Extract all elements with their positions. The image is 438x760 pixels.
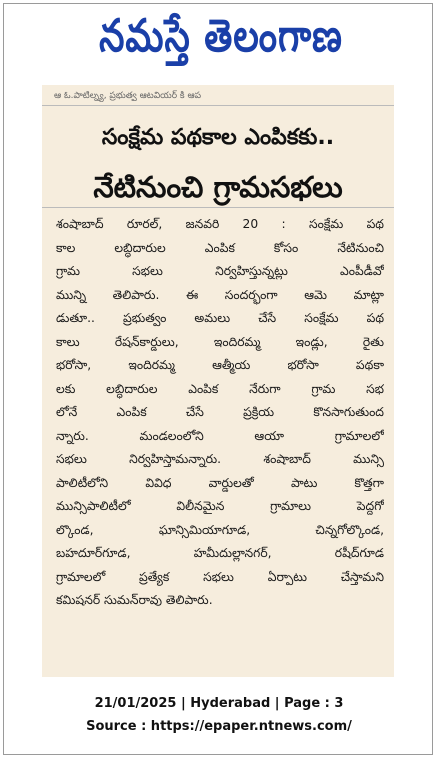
body-line: న్నారు. మండలంలోని ఆయా గ్రామాలలో bbox=[56, 428, 384, 443]
newspaper-masthead bbox=[22, 10, 420, 74]
body-line: బహదూర్‌గూడ, హమీదుల్లానగర్, రషీద్‌గూడ bbox=[56, 546, 384, 560]
headline-kicker: సంక్షేమ పథకాల ఎంపికకు.. bbox=[101, 125, 335, 150]
body-line: శంషాబాద్ రూరల్, జనవరి 20 : సంక్షేమ పథ bbox=[56, 217, 384, 231]
divider bbox=[42, 105, 394, 106]
body-line: పాలిటీలోని వివిధ వార్డులతో పాటు కొత్తగా bbox=[56, 475, 384, 490]
dateline: 21/01/2025 | Hyderabad | Page : 3 bbox=[94, 696, 344, 711]
article-clipping bbox=[42, 85, 394, 677]
divider bbox=[42, 207, 394, 208]
source-line: Source : https://epaper.ntnews.com/ bbox=[86, 719, 352, 734]
body-line: గ్రామ సభలు నిర్వహిస్తున్నట్లు ఎంపీడీవో bbox=[56, 264, 384, 278]
body-line: మున్సిపాలిటీలో విలీనమైన గ్రామాలు పెద్దగో bbox=[56, 499, 384, 513]
body-line: భరోసా, ఇందిరమ్మ ఆత్మీయ భరోసా పథకా bbox=[56, 358, 384, 372]
body-line: ల్కొండ, ఘాన్సిమియాగూడ, చిన్నగోల్కొండ, bbox=[56, 522, 384, 537]
article-body bbox=[56, 213, 384, 613]
body-line: సభలు నిర్వహిస్తామన్నారు. శంషాబాద్ మున్సి bbox=[56, 452, 384, 466]
body-line: కాల లబ్ధిదారుల ఎంపిక కోసం నేటినుంచి bbox=[56, 240, 384, 255]
body-line: లకు లబ్ధిదారుల ఎంపిక నేరుగా గ్రామ సభ bbox=[56, 381, 384, 396]
body-line: డుతూ.. ప్రభుత్వం అమలు చేసే సంక్షేమ పథ bbox=[56, 311, 384, 325]
masthead-title: నమస్తే తెలంగాణ bbox=[99, 10, 343, 62]
body-line: మున్ని తెలిపారు. ఈ సందర్భంగా ఆమె మాట్లా bbox=[56, 287, 384, 302]
body-line: కాలు రేషన్‌కార్డులు, ఇందిరమ్మ ఇండ్లు, రైతు bbox=[56, 334, 384, 349]
body-line: కమిషనర్ సుమన్‌రావు తెలిపారు. bbox=[56, 593, 213, 607]
headline-main: నేటినుంచి గ్రామసభలు bbox=[93, 170, 343, 204]
body-line: లోనే ఎంపిక చేసే ప్రక్రియ కొనసాగుతుంద bbox=[56, 405, 384, 419]
cut-off-caption: ఆ ఓ.పాటిల్న్య, ప్రభుత్వ ఆటవియర్ కి ఆప bbox=[54, 91, 202, 101]
body-line: గ్రామాలలో ప్రత్యేక సభలు ఏర్పాటు చేస్తామని bbox=[56, 569, 384, 584]
